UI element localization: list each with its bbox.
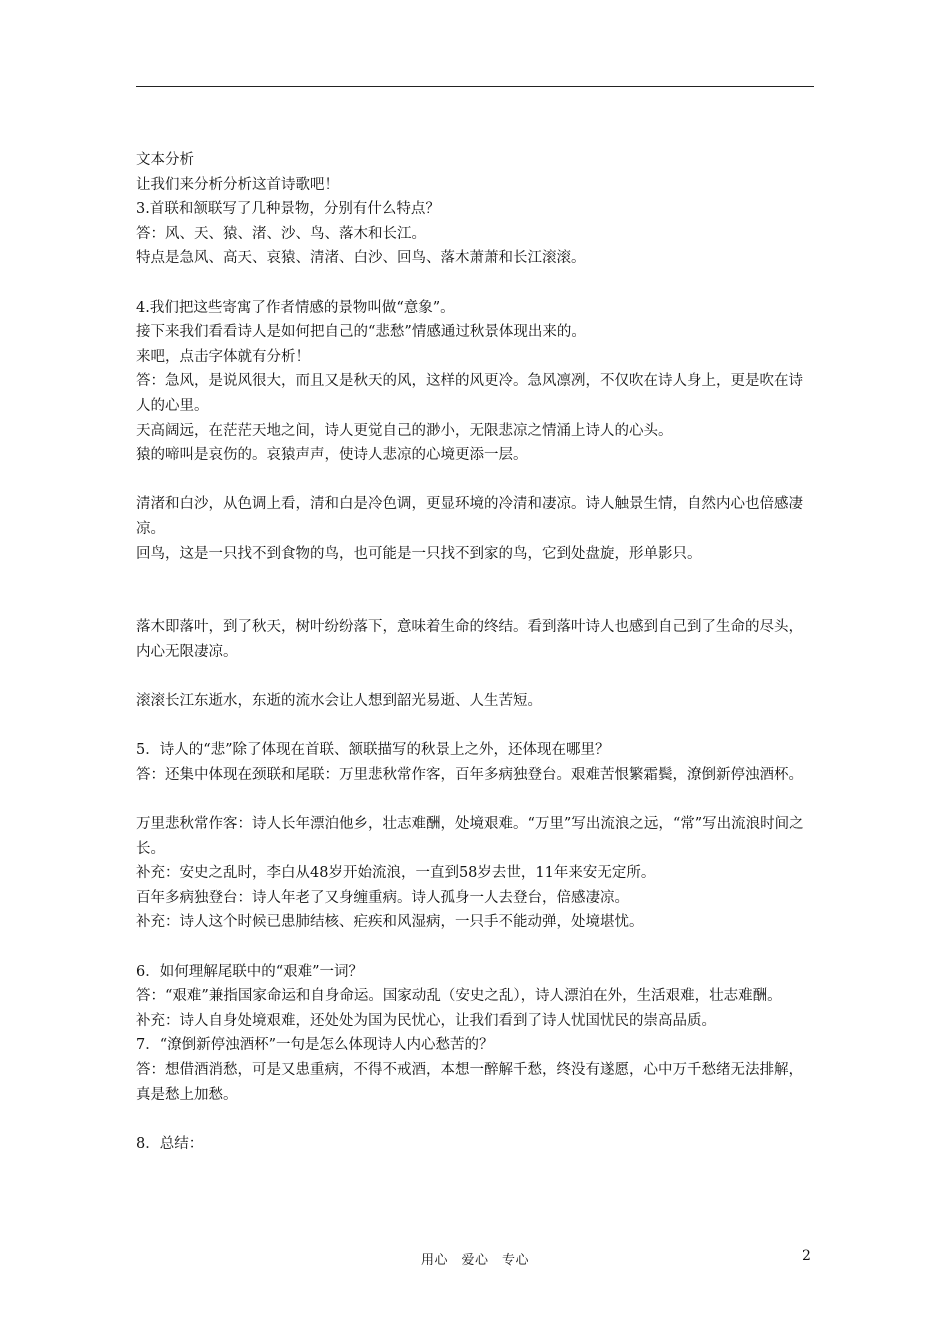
answer-7: 答：想借酒消愁，可是又患重病，不得不戒酒，本想一醉解千愁，终没有遂愿，心中万千愁绪无法排解，真是愁上加愁。 <box>136 1061 803 1103</box>
question-4: 4.我们把这些寄寓了作者情感的景物叫做“意象”。 <box>136 299 455 316</box>
paragraph: 特点是急风、高天、哀猿、清渚、白沙、回鸟、落木萧萧和长江滚滚。 <box>136 250 586 267</box>
page-number: 2 <box>802 1248 811 1264</box>
paragraph: 回鸟，这是一只找不到食物的鸟，也可能是一只找不到家的鸟，它到处盘旋，形单影只。 <box>136 545 702 562</box>
question-5: 5．诗人的“悲”除了体现在首联、颔联描写的秋景上之外，还体现在哪里？ <box>136 742 610 759</box>
page-footer: 用心 爱心 专心 <box>420 1253 529 1268</box>
section-title: 文本分析 <box>136 152 194 168</box>
answer-6: 答：“艰难”兼指国家命运和自身命运。国家动乱（安史之乱），诗人漂泊在外，生活艰难，壮志难酬。 <box>136 988 782 1005</box>
question-3: 3.首联和颔联写了几种景物，分别有什么特点？ <box>136 201 440 218</box>
answer-3: 答：风、天、猿、渚、沙、鸟、落木和长江。 <box>136 225 426 242</box>
paragraph: 天高阔远，在茫茫天地之间，诗人更觉自己的渺小，无限悲凉之情涌上诗人的心头。 <box>136 422 673 439</box>
question-8: 8．总结： <box>136 1135 204 1152</box>
answer-4: 答：急风，是说风很大，而且又是秋天的风，这样的风更冷。急风凛冽，不仅吹在诗人身上，更是吹在诗人的心里。 <box>136 373 803 414</box>
supplement: 补充：诗人自身处境艰难，还处处为国为民忧心，让我们看到了诗人忧国忧民的崇高品质。 <box>136 1012 716 1029</box>
question-7: 7．“潦倒新停浊酒杯”一句是怎么体现诗人内心愁苦的？ <box>136 1037 494 1054</box>
paragraph: 落木即落叶，到了秋天，树叶纷纷落下，意味着生命的终结。看到落叶诗人也感到自己到了生命的尽头，内心无限凄凉。 <box>136 619 803 660</box>
paragraph: 来吧，点击字体就有分析！ <box>136 348 310 365</box>
answer-5: 答：还集中体现在颈联和尾联：万里悲秋常作客，百年多病独登台。艰难苦恨繁霜鬓，潦倒新停浊酒杯。 <box>136 766 803 783</box>
document-body <box>136 148 816 1156</box>
paragraph: 滚滚长江东逝水，东逝的流水会让人想到韶光易逝、人生苦短。 <box>136 693 542 710</box>
paragraph: 清渚和白沙，从色调上看，清和白是冷色调，更显环境的冷清和凄凉。诗人触景生情，自然内心也倍感凄凉。 <box>136 496 803 537</box>
paragraph: 接下来我们看看诗人是如何把自己的“悲愁”情感通过秋景体现出来的。 <box>136 324 586 341</box>
supplement: 补充：安史之乱时，李白从48岁开始流浪，一直到58岁去世，11年来安无定所。 <box>136 865 656 882</box>
paragraph: 让我们来分析分析这首诗歌吧！ <box>136 176 339 193</box>
paragraph: 万里悲秋常作客：诗人长年漂泊他乡，壮志难酬，处境艰难。“万里”写出流浪之远，“常”写出流浪时间之长。 <box>136 816 804 857</box>
header-rule <box>136 86 814 87</box>
paragraph: 百年多病独登台：诗人年老了又身缠重病。诗人孤身一人去登台，倍感凄凉。 <box>136 889 629 906</box>
paragraph: 猿的啼叫是哀伤的。哀猿声声，使诗人悲凉的心境更添一层。 <box>136 447 528 464</box>
question-6: 6．如何理解尾联中的“艰难”一词？ <box>136 963 364 980</box>
supplement: 补充：诗人这个时候已患肺结核、疟疾和风湿病，一只手不能动弹，处境堪忧。 <box>136 914 644 931</box>
